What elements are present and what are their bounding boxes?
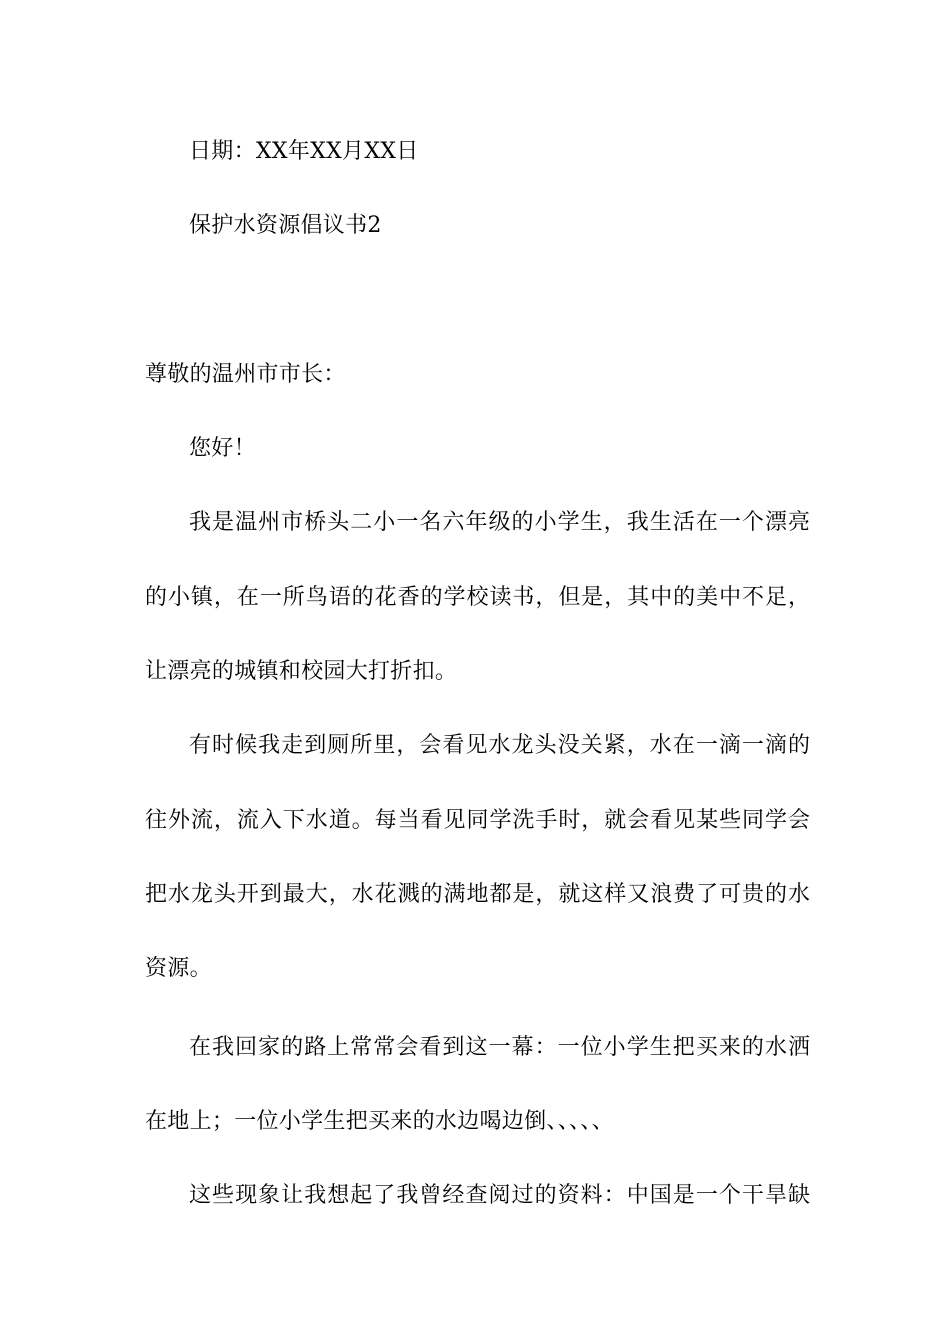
paragraph-1-line-1: 我是温州市桥头二小一名六年级的小学生，我生活在一个漂亮	[189, 510, 810, 535]
paragraph-1-line-3: 让漂亮的城镇和校园大打折扣。	[145, 659, 458, 684]
paragraph-2-line-1: 有时候我走到厕所里，会看见水龙头没关紧，水在一滴一滴的	[189, 733, 810, 758]
paragraph-2-line-3: 把水龙头开到最大，水花溅的满地都是，就这样又浪费了可贵的水	[145, 882, 810, 907]
paragraph-3-line-1: 在我回家的路上常常会看到这一幕：一位小学生把买来的水洒	[189, 1035, 810, 1060]
paragraph-3-line-2: 在地上；一位小学生把买来的水边喝边倒、、、、、	[145, 1109, 614, 1134]
paragraph-4-line-1: 这些现象让我想起了我曾经查阅过的资料：中国是一个干旱缺	[189, 1183, 810, 1208]
document-title: 保护水资源倡议书2	[189, 213, 382, 238]
paragraph-2-line-4: 资源。	[145, 956, 212, 981]
greeting: 您好！	[189, 436, 256, 461]
salutation: 尊敬的温州市市长：	[145, 362, 346, 387]
paragraph-2-line-2: 往外流，流入下水道。每当看见同学洗手时，就会看见某些同学会	[145, 808, 810, 833]
date-line: 日期：XX年XX月XX日	[189, 139, 419, 164]
paragraph-1-line-2: 的小镇，在一所鸟语的花香的学校读书，但是，其中的美中不足，	[145, 585, 810, 610]
